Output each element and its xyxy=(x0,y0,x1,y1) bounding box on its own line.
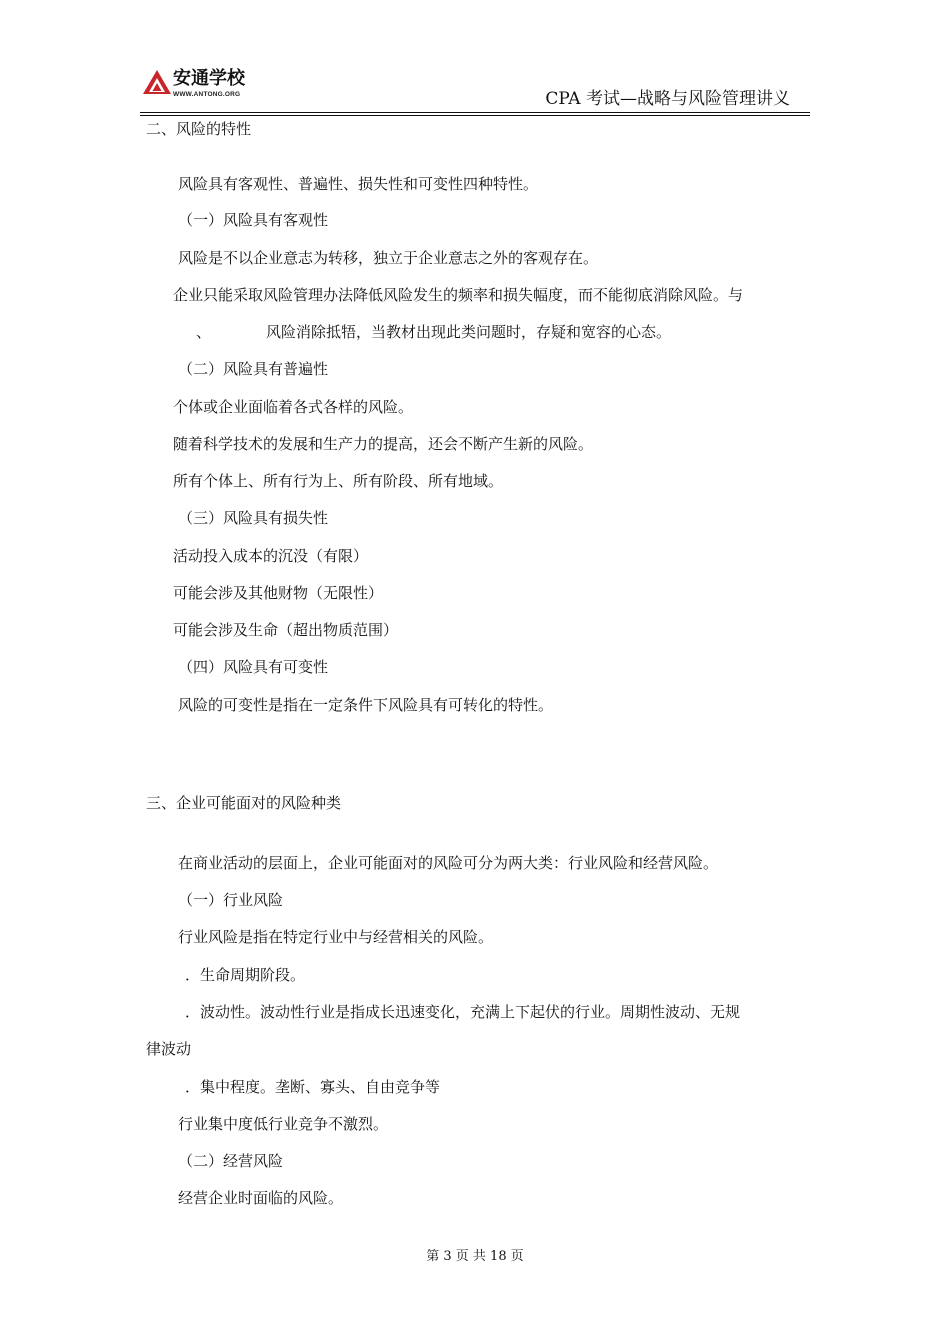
paragraph: 风险是不以企业意志为转移，独立于企业意志之外的客观存在。 xyxy=(178,249,599,267)
paragraph-fragment: 、 xyxy=(196,323,212,341)
subheading: （二）经营风险 xyxy=(178,1152,284,1170)
paragraph: 个体或企业面临着各式各样的风险。 xyxy=(173,398,414,416)
antong-logo-icon xyxy=(142,68,172,98)
paragraph: 经营企业时面临的风险。 xyxy=(178,1189,344,1207)
section-heading: 二、风险的特性 xyxy=(146,120,252,138)
list-item: ．集中程度。垄断、寡头、自由竞争等 xyxy=(185,1078,441,1096)
paragraph: 所有个体上、所有行为上、所有阶段、所有地域。 xyxy=(173,472,504,490)
subheading: （一）行业风险 xyxy=(178,891,284,909)
header-divider-thin xyxy=(140,115,810,116)
header-divider xyxy=(140,112,810,113)
subheading: （一）风险具有客观性 xyxy=(178,211,329,229)
paragraph: 可能会涉及生命（超出物质范围） xyxy=(173,621,399,639)
subheading: （三）风险具有损失性 xyxy=(178,509,329,527)
section-heading: 三、企业可能面对的风险种类 xyxy=(146,794,342,812)
logo-chinese-name: 安通学校 xyxy=(173,68,245,89)
paragraph: 风险消除抵牾，当教材出现此类问题时，存疑和宽容的心态。 xyxy=(266,323,672,341)
list-item: ．生命周期阶段。 xyxy=(185,966,306,984)
logo-website: WWW.ANTONG.ORG xyxy=(173,91,241,98)
list-item-continuation: 律波动 xyxy=(146,1040,192,1058)
paragraph: 风险具有客观性、普遍性、损失性和可变性四种特性。 xyxy=(178,175,539,193)
subheading: （四）风险具有可变性 xyxy=(178,658,329,676)
paragraph: 企业只能采取风险管理办法降低风险发生的频率和损失幅度，而不能彻底消除风险。与 xyxy=(173,286,744,304)
paragraph: 行业风险是指在特定行业中与经营相关的风险。 xyxy=(178,928,494,946)
paragraph: 行业集中度低行业竞争不激烈。 xyxy=(178,1115,389,1133)
paragraph: 随着科学技术的发展和生产力的提高，还会不断产生新的风险。 xyxy=(173,435,594,453)
list-item: ．波动性。波动性行业是指成长迅速变化，充满上下起伏的行业。周期性波动、无规 xyxy=(185,1003,741,1021)
paragraph: 风险的可变性是指在一定条件下风险具有可转化的特性。 xyxy=(178,696,554,714)
document-title: CPA 考试—战略与风险管理讲义 xyxy=(545,89,790,109)
logo xyxy=(142,68,267,102)
page-number: 第 3 页 共 18 页 xyxy=(426,1249,524,1264)
paragraph: 可能会涉及其他财物（无限性） xyxy=(173,584,384,602)
paragraph: 活动投入成本的沉没（有限） xyxy=(173,547,369,565)
subheading: （二）风险具有普遍性 xyxy=(178,360,329,378)
paragraph: 在商业活动的层面上，企业可能面对的风险可分为两大类：行业风险和经营风险。 xyxy=(178,854,719,872)
